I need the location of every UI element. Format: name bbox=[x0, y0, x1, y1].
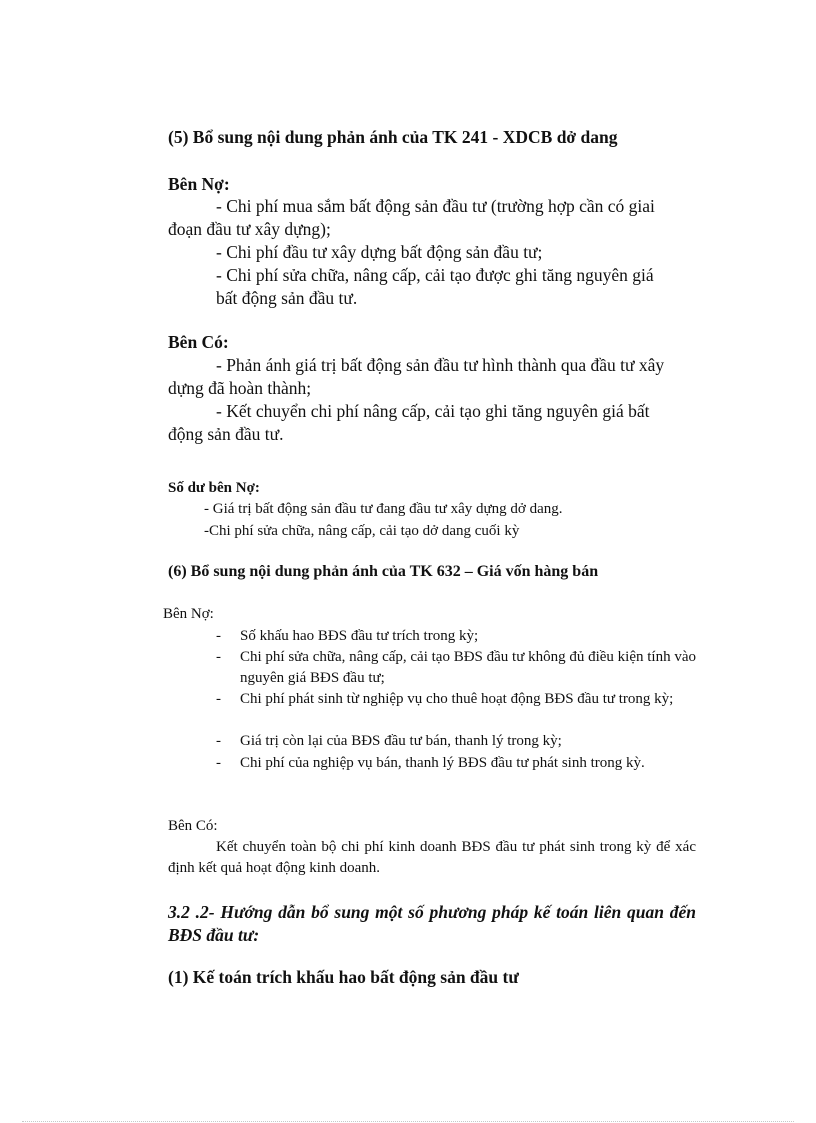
section-1-heading: (1) Kế toán trích khấu hao bất động sản đầu tư bbox=[168, 967, 519, 987]
section-5-debit-item-1: - Chi phí mua sắm bất động sản đầu tư (trường hợp cần có giai bbox=[216, 196, 655, 216]
section-6-credit-text: Kết chuyển toàn bộ chi phí kinh doanh BĐS đầu tư phát sinh trong kỳ để xác định kết quả hoạt động kinh doanh. bbox=[168, 839, 696, 876]
section-5-balance-item-1: - Giá trị bất động sản đầu tư đang đầu tư xây dựng dở dang. bbox=[204, 501, 563, 517]
section-6-debit-item-2: Chi phí sửa chữa, nâng cấp, cải tạo BĐS đầu tư không đủ điều kiện tính vào nguyên giá BĐS đầu tư; bbox=[240, 649, 696, 686]
section-5-debit-label: Bên Nợ: bbox=[168, 174, 230, 194]
bullet-dash-5: - bbox=[216, 755, 221, 771]
section-5-balance-label: Số dư bên Nợ: bbox=[168, 480, 260, 496]
section-5-debit-item-3: - Chi phí sửa chữa, nâng cấp, cải tạo được ghi tăng nguyên giá bbox=[216, 265, 654, 285]
section-5-credit-item-2: - Kết chuyển chi phí nâng cấp, cải tạo ghi tăng nguyên giá bất bbox=[216, 401, 650, 421]
section-5-credit-item-1: - Phản ánh giá trị bất động sản đầu tư hình thành qua đầu tư xây bbox=[216, 355, 665, 375]
section-5-balance-item-2: -Chi phí sửa chữa, nâng cấp, cải tạo dở dang cuối kỳ bbox=[204, 523, 520, 539]
section-6-debit-item-3: Chi phí phát sinh từ nghiệp vụ cho thuê hoạt động BĐS đầu tư trong kỳ; bbox=[240, 691, 674, 707]
section-5-credit-item-2-cont: động sản đầu tư. bbox=[168, 424, 284, 444]
section-3-2-2-heading: 3.2 .2- Hướng dẫn bổ sung một số phương pháp kế toán liên quan đến BĐS đầu tư: bbox=[168, 902, 696, 945]
section-6-debit-label: Bên Nợ: bbox=[163, 606, 214, 622]
section-6-debit-item-4: Giá trị còn lại của BĐS đầu tư bán, thanh lý trong kỳ; bbox=[240, 733, 562, 749]
section-5-credit-label: Bên Có: bbox=[168, 332, 229, 352]
bullet-dash-2: - bbox=[216, 649, 221, 665]
bullet-dash-1: - bbox=[216, 628, 221, 644]
section-6-debit-item-5: Chi phí của nghiệp vụ bán, thanh lý BĐS đầu tư phát sinh trong kỳ. bbox=[240, 755, 645, 771]
bullet-dash-3: - bbox=[216, 691, 221, 707]
section-6-heading: (6) Bổ sung nội dung phản ánh của TK 632 – Giá vốn hàng bán bbox=[168, 563, 599, 580]
section-5-debit-item-3-cont: bất động sản đầu tư. bbox=[216, 288, 358, 308]
section-5-credit-item-1-cont: dựng đã hoàn thành; bbox=[168, 378, 312, 398]
section-5-debit-item-1-cont: đoạn đầu tư xây dựng); bbox=[168, 219, 331, 239]
bullet-dash-4: - bbox=[216, 733, 221, 749]
section-6-debit-item-1: Số khấu hao BĐS đầu tư trích trong kỳ; bbox=[240, 628, 479, 644]
page-bottom-divider bbox=[22, 1121, 794, 1122]
section-5-debit-item-2: - Chi phí đầu tư xây dựng bất động sản đầu tư; bbox=[216, 242, 543, 262]
section-6-credit-label: Bên Có: bbox=[168, 818, 218, 834]
section-5-heading: (5) Bổ sung nội dung phản ánh của TK 241 - XDCB dở dang bbox=[168, 127, 618, 147]
